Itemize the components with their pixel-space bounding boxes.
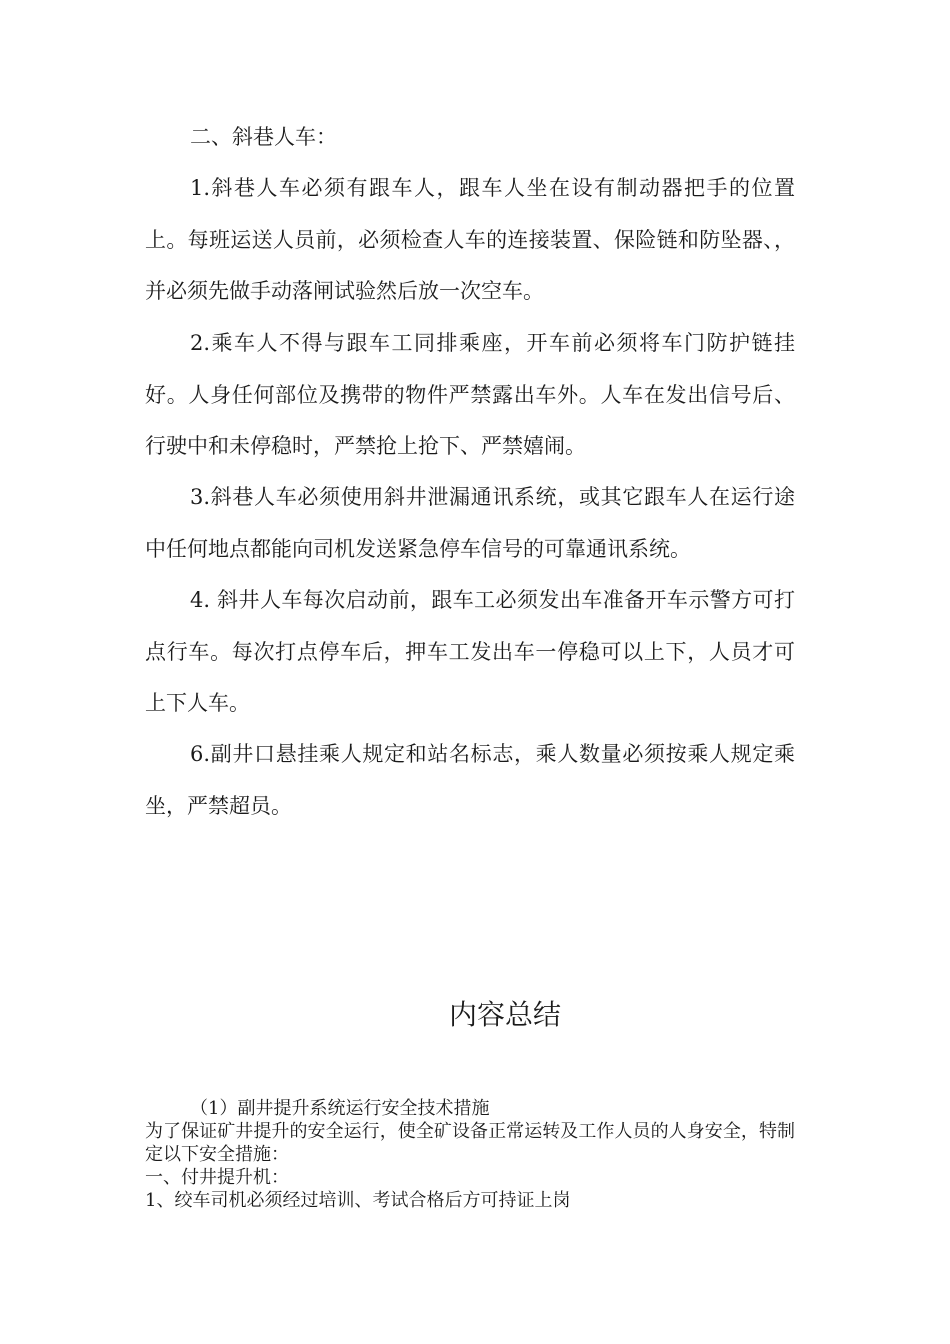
summary-line-section: 一、付井提升机：: [145, 1167, 289, 1188]
summary-line-subtitle: （1）副井提升系统运行安全技术措施: [190, 1098, 490, 1119]
paragraph-rule-1: 1.斜巷人车必须有跟车人，跟车人坐在设有制动器把手的位置上。每班运送人员前，必须检查人车的连接装置、保险链和防坠器、，并必须先做手动落闸试验然后放一次空车。: [145, 176, 795, 303]
paragraph-rule-6: 6.副井口悬挂乘人规定和站名标志，乘人数量必须按乘人规定乘坐，严禁超员。: [145, 742, 795, 818]
paragraph-rule-2: 2.乘车人不得与跟车工同排乘座，开车前必须将车门防护链挂好。人身任何部位及携带的物件严禁露出车外。人车在发出信号后、行驶中和未停稳时，严禁抢上抢下、严禁嬉闹。: [145, 331, 795, 458]
paragraph-rule-3: 3.斜巷人车必须使用斜井泄漏通讯系统，或其它跟车人在运行途中任何地点都能向司机发送紧急停车信号的可靠通讯系统。: [145, 485, 795, 561]
section-heading: 二、斜巷人车：: [190, 125, 337, 149]
summary-line-intro: 为了保证矿井提升的安全运行，使全矿设备正常运转及工作人员的人身安全，特制定以下安全措施：: [145, 1121, 795, 1165]
summary-title: 内容总结: [448, 998, 561, 1031]
paragraph-rule-4: 4. 斜井人车每次启动前，跟车工必须发出车准备开车示警方可打点行车。每次打点停车后，押车工发出车一停稳可以上下，人员才可上下人车。: [145, 588, 795, 715]
summary-line-item-1: 1、绞车司机必须经过培训、考试合格后方可持证上岗: [145, 1190, 571, 1211]
summary-block: [145, 1097, 795, 1212]
